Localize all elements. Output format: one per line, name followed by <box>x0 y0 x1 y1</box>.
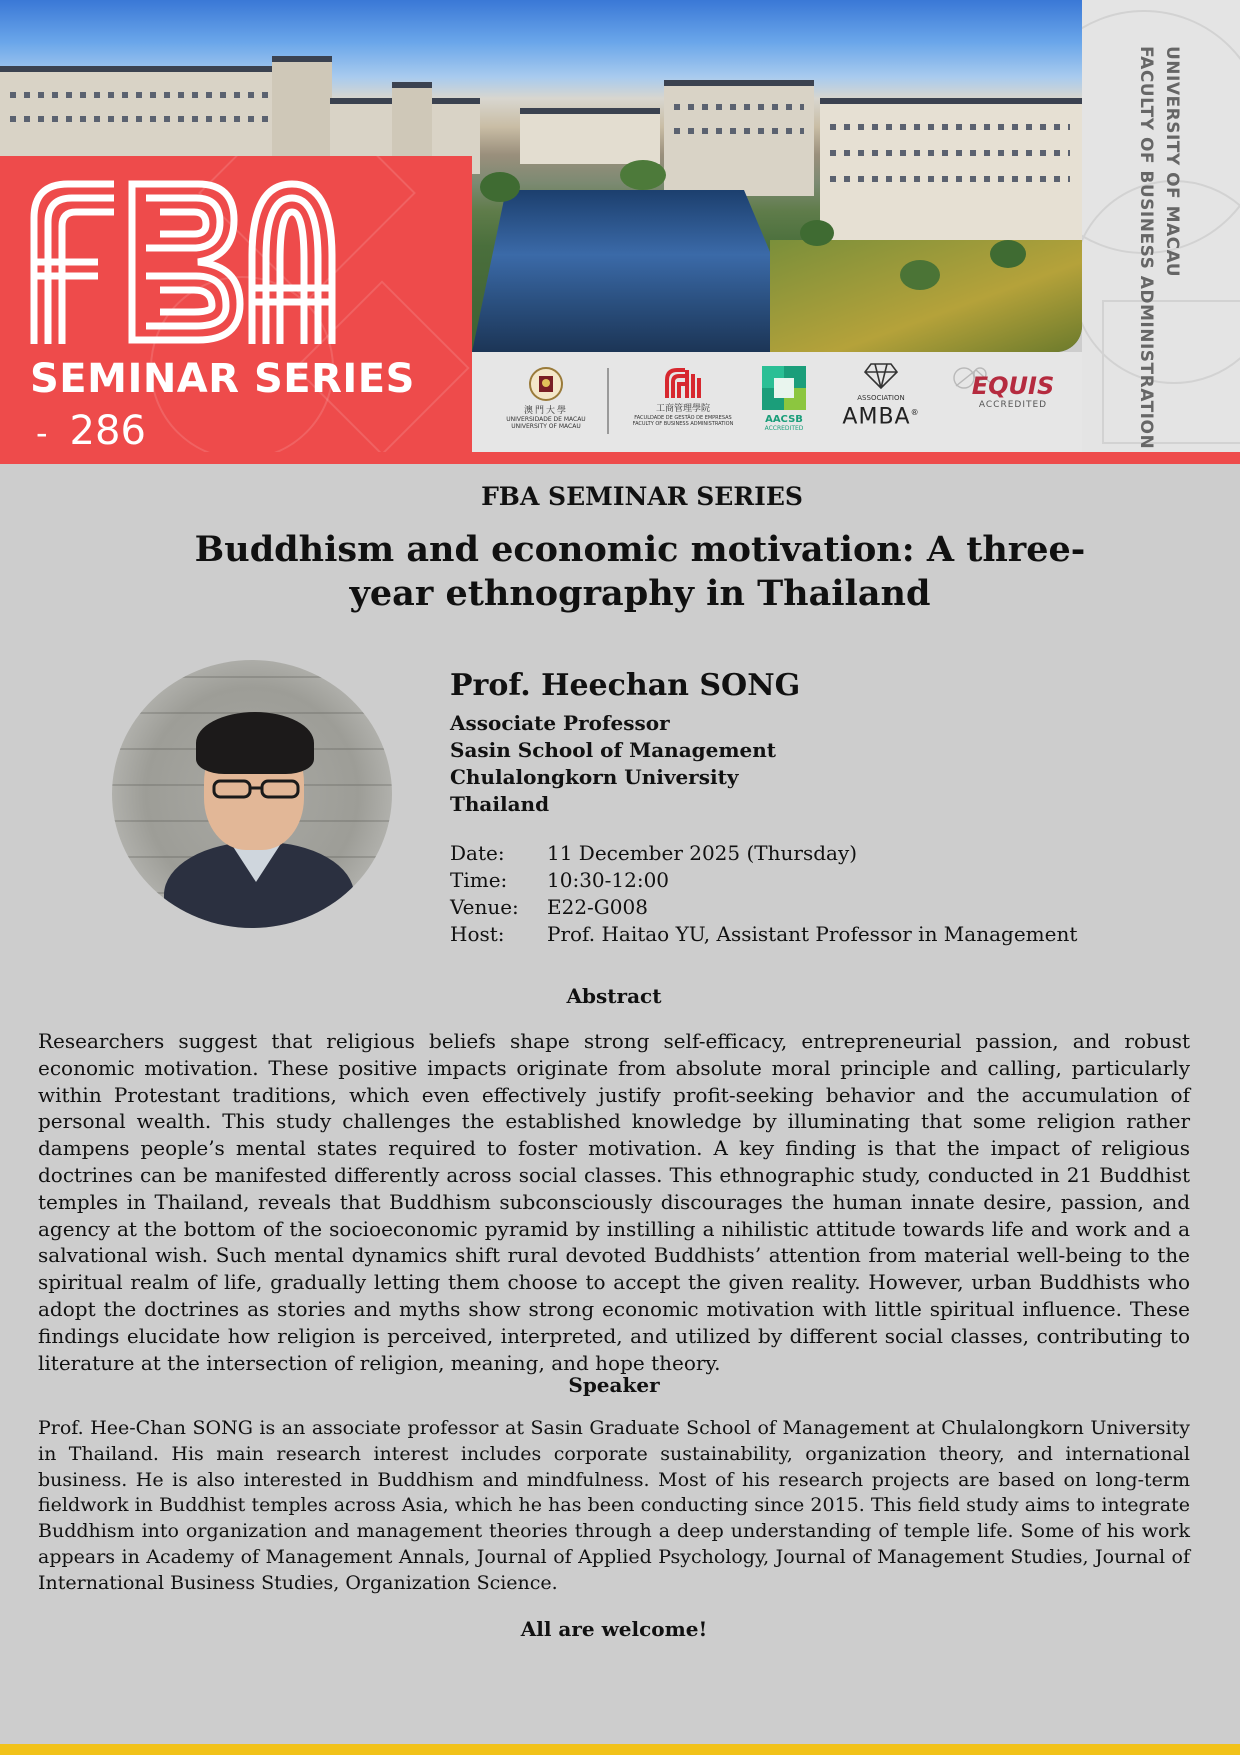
glasses-icon <box>210 778 302 800</box>
issue-dash: - <box>36 414 48 452</box>
fba-logo <box>28 178 338 346</box>
event-details <box>450 840 1170 948</box>
detail-row-time <box>450 867 1170 894</box>
detail-label: Date: <box>450 841 505 865</box>
aacsb-icon <box>762 366 806 410</box>
aacsb-logo: AACSB ACCREDITED <box>754 366 814 432</box>
footer-gold-bar <box>0 1744 1240 1755</box>
detail-label: Time: <box>450 868 508 892</box>
fba-emblem-icon <box>663 366 703 400</box>
seminar-series-block <box>0 156 472 452</box>
detail-value: E22-G008 <box>547 895 648 919</box>
side-vertical-text <box>1120 46 1204 450</box>
detail-row-host <box>450 921 1170 948</box>
speaker-bio-text: Prof. Hee-Chan SONG is an associate professor at Sasin Graduate School of Management at Chulalongkorn University in Thailand. His main research interest includes corporate sustainability, organization theory, and international business. He is also interested in Buddhism and mindfulness. Most of his research projects are based on long-term fieldwork in Buddhist temples across Asia, which he has been conducting since 2015. This field study aims to integrate Buddhism into organization and management theories through a deep understanding of temple life. Some of his work appears in Academy of Management Annals, Journal of Applied Psychology, Journal of Management Studies, Journal of International Business Studies, Organization Science. <box>38 1417 1190 1594</box>
um-crest-icon <box>528 366 564 402</box>
detail-value: Prof. Haitao YU, Assistant Professor in Management <box>547 922 1078 946</box>
speaker-photo <box>112 660 392 928</box>
faculty-name: FACULTY OF BUSINESS ADMINISTRATION <box>1136 46 1156 450</box>
speaker-school: Sasin School of Management <box>450 738 777 762</box>
issue-number-value: 286 <box>69 408 146 452</box>
issue-number <box>36 408 146 452</box>
detail-label: Host: <box>450 922 505 946</box>
um-logo: 澳門大學 UNIVERSIDADE DE MACAU UNIVERSITY OF MACAU <box>506 366 586 430</box>
amba-logo: ASSOCIATION AMBA® <box>836 362 926 428</box>
header-banner <box>0 0 1240 464</box>
detail-label: Venue: <box>450 895 519 919</box>
speaker-name: Prof. Heechan SONG <box>450 668 801 703</box>
detail-value: 10:30-12:00 <box>547 868 670 892</box>
amba-diamond-icon <box>861 362 901 390</box>
welcome-text: All are welcome! <box>520 1617 708 1641</box>
series-title: FBA SEMINAR SERIES <box>481 482 803 511</box>
seminar-series-label: SEMINAR SERIES <box>30 356 415 402</box>
detail-row-venue <box>450 894 1170 921</box>
speaker-position: Associate Professor <box>450 711 670 735</box>
speaker-heading: Speaker <box>568 1373 660 1397</box>
equis-logo: EQUIS ACCREDITED <box>952 372 1062 410</box>
university-name: UNIVERSITY OF MACAU <box>1162 46 1182 278</box>
speaker-info <box>450 666 1170 818</box>
detail-value: 11 December 2025 (Thursday) <box>547 841 858 865</box>
fba-emblem-logo: 工商管理學院 FACULDADE DE GESTÃO DE EMPRESAS FACULTY OF BUSINESS ADMINISTRATION <box>628 366 738 427</box>
detail-row-date <box>450 840 1170 867</box>
logo-divider <box>607 368 609 434</box>
abstract-text: Researchers suggest that religious beliefs shape strong self-efficacy, entrepreneurial passion, and robust economic motivation. These positive impacts originate from absolute moral principle and calling, particularly within Protestant traditions, which even effectively justify profit-seeking behavior and the accumulation of personal wealth. This study challenges the established knowledge by illuminating that some religion rather dampens people’s mental states required to foster motivation. A key finding is that the impact of religious doctrines can be manifested differently across social classes. This ethnographic study, conducted in 21 Buddhist temples in Thailand, reveals that Buddhism subconsciously discourages the human innate desire, passion, and agency at the bottom of the socioeconomic pyramid by instilling a nihilistic attitude towards life and work and a salvational wish. Such mental dynamics shift rural devoted Buddhists’ attention from material well-being to the spiritual realm of life, gradually letting them choose to accept the given reality. However, urban Buddhists who adopt the doctrines as stories and myths show strong economic motivation with little spiritual influence. These findings elucidate how religion is perceived, interpreted, and utilized by different social classes, contributing to literature at the intersection of religion, meaning, and hope theory. <box>38 1029 1190 1375</box>
banner-red-bar <box>0 452 1240 464</box>
speaker-country: Thailand <box>450 792 550 816</box>
speaker-university: Chulalongkorn University <box>450 765 739 789</box>
accreditation-logos <box>472 352 1082 452</box>
talk-title: Buddhism and economic motivation: A three-year ethnography in Thailand <box>194 529 1086 614</box>
abstract-heading: Abstract <box>566 984 662 1008</box>
